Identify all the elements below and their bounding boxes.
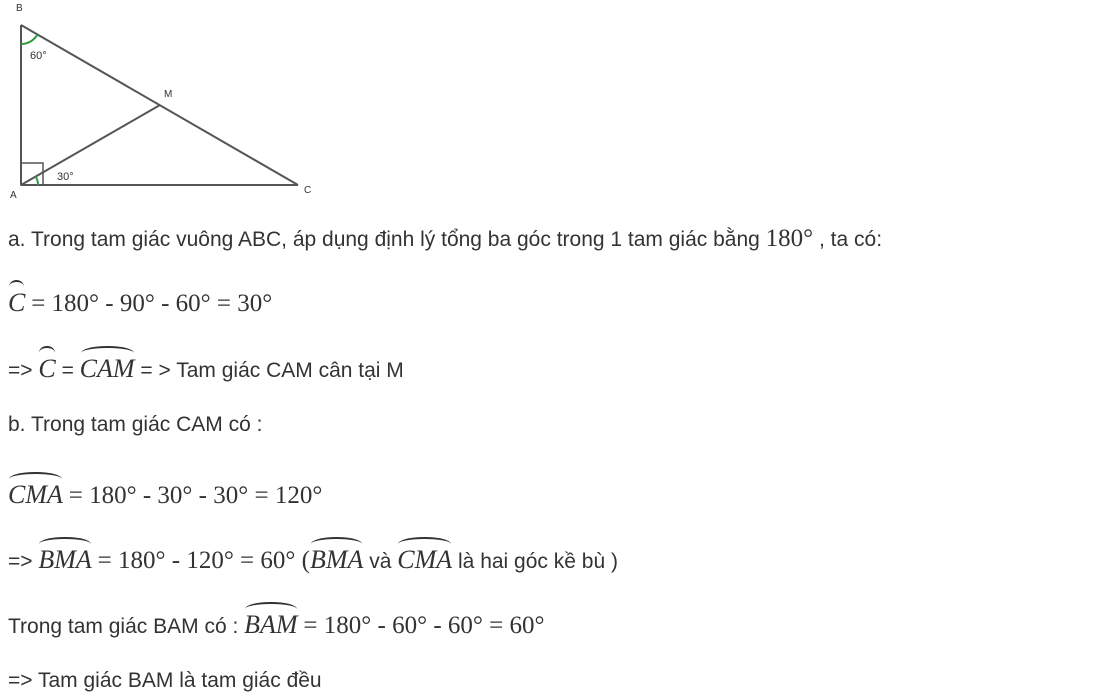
triangle-figure xyxy=(0,0,330,205)
segment-am xyxy=(21,105,160,185)
label-a: A xyxy=(10,190,17,201)
angle-sum-value: 180° xyxy=(765,225,814,252)
part-b-angle-bma: => BMA = 180° - 120° = 60° (BMA và CMA là hai góc kề bù ) xyxy=(8,541,618,577)
angle-b-label: 60° xyxy=(30,50,47,62)
part-b-intro: b. Trong tam giác CAM có : xyxy=(8,413,263,436)
label-c: C xyxy=(304,185,312,196)
angle-cam-symbol: CAM xyxy=(80,350,135,384)
part-a-conclusion: => C = CAM = > Tam giác CAM cân tại M xyxy=(8,350,404,386)
label-b: B xyxy=(16,3,23,14)
angle-c-symbol: C xyxy=(8,284,25,318)
part-b-angle-cma: CMA = 180° - 30° - 30° = 120° xyxy=(8,476,322,512)
angle-cma-symbol: CMA xyxy=(397,541,452,575)
part-a-angle-c: C = 180° - 90° - 60° = 30° xyxy=(8,284,272,320)
angle-b-arc xyxy=(21,35,38,45)
angle-bma-symbol: BMA xyxy=(310,541,363,575)
angle-bam-symbol: BAM xyxy=(244,606,297,640)
part-b-angle-bam: Trong tam giác BAM có : BAM = 180° - 60° - 60° = 60° xyxy=(8,606,545,642)
angle-c-symbol: C xyxy=(38,350,55,384)
angle-cma-symbol: CMA xyxy=(8,476,63,510)
label-m: M xyxy=(164,89,173,100)
angle-a-label: 30° xyxy=(57,171,74,183)
part-a-intro: a. Trong tam giác vuông ABC, áp dụng định lý tổng ba góc trong 1 tam giác bằng 180° , ta có: xyxy=(8,225,883,252)
angle-a-arc xyxy=(36,177,38,186)
angle-bma-symbol: BMA xyxy=(38,541,91,575)
part-b-conclusion: => Tam giác BAM là tam giác đều xyxy=(8,669,322,692)
